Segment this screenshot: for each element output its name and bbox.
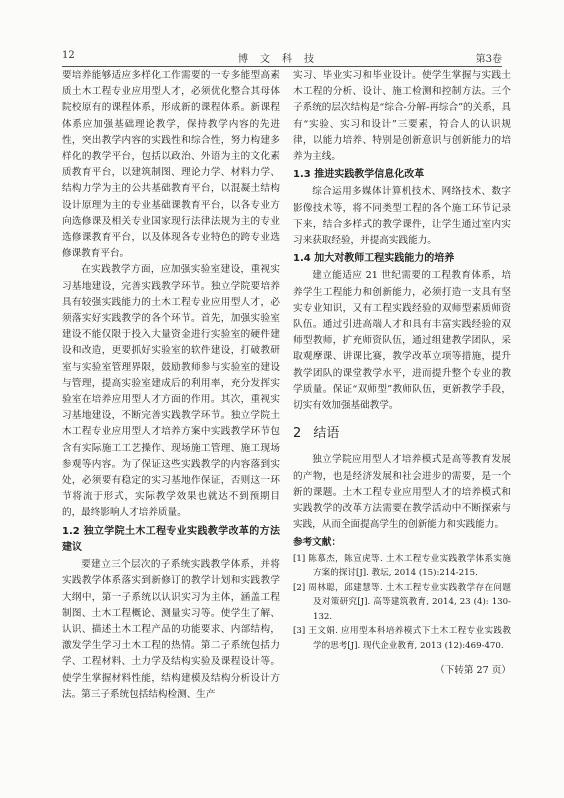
reference-item: [1] 陈慕杰，陈宣虎等. 土木工程专业实践教学体系实施方案的探讨[J]. 教坛, 2014 (15):214-215.: [293, 553, 511, 579]
references-heading: 参考文献：: [293, 537, 341, 549]
paragraph: 要建立三个层次的子系统实践教学体系，并将实践教学体系落实到新修订的教学计划和实践教学大纲中，第一子系统以认识实习为主体，涵盖工程制图、土木工程概论、测量实习等。使学生了解、认识、描述土木工程产品的功能要求、内部结构，激发学生学习土木工程的热情。第二子系统包括力学、工程材料、土力学及结构实验及课程设计等。使学生掌握材料性能，结构建模及结构分析设计方法。第三子系统包括结构检测、生产: [62, 559, 280, 700]
subsection-number: 1.3: [293, 169, 311, 181]
header-rule: [62, 66, 502, 67]
volume-label: 第3卷: [475, 54, 502, 65]
subsection-heading: [293, 167, 511, 183]
left-column: [62, 68, 280, 703]
journal-name: 博文科技: [238, 54, 326, 65]
reference-item: [3] 王文娟. 应用型本科培养模式下土木工程专业实践教学的思考[J]. 现代企业教育, 2013 (12):469-470.: [293, 626, 511, 651]
continued-note: （下转第 27 页）: [435, 665, 511, 677]
subsection-number: 1.2: [62, 525, 80, 537]
section-number: 2: [293, 426, 302, 442]
paragraph: 实习、毕业实习和毕业设计。使学生掌握与实践土木工程的分析、设计、施工检测和控制方法。三个子系统的层次结构是“综合-分解-再综合”的关系，具有“实验、实习和设计”三要素，符合人的认识规律，以能力培养、特别是创新意识与创新能力的培养为主线。: [293, 70, 511, 163]
running-header: [62, 50, 502, 66]
subsection-title: 独立学院土木工程专业实践教学改革的方法建议: [62, 525, 281, 553]
page-number: 12: [62, 50, 75, 61]
right-column: [293, 68, 511, 679]
section-heading: [293, 426, 511, 442]
section-title: 结语: [313, 426, 340, 442]
paragraph: 在实践教学方面，应加强实验室建设，重视实习基地建设，完善实践教学环节。独立学院要培养具有较强实践能力的土木工程专业应用型人才，必须落实好实践教学的各个环节。首先，加强实验室建设不能仅限于投入大量资金进行实验室的硬件建设和改造，更要抓好实验室的软件建设，打破教研室与实验室管理界限，鼓励教师参与实验室的建设与管理，提高实验室建成后的利用率，充分发挥实验室在培养应用型人才方面的作用。其次，重视实习基地建设，不断完善实践教学环节。独立学院土木工程专业应用型人才培养方案中实践教学环节包含有实际施工工艺操作、现场施工管理、施工现场参观等内容。为了保证这些实践教学的内容落到实处，必须要有稳定的实习基地作保证，否则这一环节将流于形式，实际教学效果也就达不到预期目的，最终影响人才培养质量。: [62, 264, 280, 519]
paragraph: 独立学院应用型人才培养模式是高等教育发展的产物，也是经济发展和社会进步的需要，是一个新的课题。土木工程专业应用型人才的培养模式和实践教学的改革方法需要在教学活动中不断探索与实践，从而全面提高学生的创新能力和实践能力。: [293, 454, 511, 531]
paragraph: 要培养能够适应多样化工作需要的一专多能型高素质土木工程专业应用型人才，必须优化整合其母体院校原有的课程体系，形成新的课程体系。新课程体系应加强基础理论教学，保持教学内容的先进性，突出教学内容的实践性和综合性，努力构建多样化的教学平台，包括以政治、外语为主的文化素质教育平台，以建筑制图、理论力学、材料力学、结构力学为主的公共基础教育平台，以混凝土结构设计原理为主的专业基础课教育平台，以各专业方向选修课及相关专业国家现行法律法规为主的专业选修课教育平台，以及体现各专业特色的跨专业选修课教育平台。: [62, 70, 280, 260]
subsection-heading: [293, 251, 511, 267]
paragraph: 综合运用多媒体计算机技术、网络技术、数字影像技术等，将不同类型工程的各个施工环节记录下来，结合多样式的教学课件，让学生通过室内实习来获取经验，并提高实践能力。: [293, 186, 511, 247]
paragraph: 建立能适应 21 世纪需要的工程教育体系，培养学生工程能力和创新能力，必须打造一支具有坚实专业知识，又有工程实践经验的双师型素质师资队伍。通过引进高端人才和具有丰富实践经验的双师型教师，扩充师资队伍，通过组建教学团队，采取观摩课、讲课比赛，教学改革立项等措施，提升教学团队的课堂教学水平，进而提升整个专业的教学质量。保证“双师型”教师队伍，更新教学手段，切实有效加强基础教学。: [293, 270, 511, 412]
subsection-title: 推进实践教学信息化改革: [314, 169, 425, 181]
subsection-heading: [62, 524, 280, 556]
reference-item: [2] 周林聪，邱建慧等. 土木工程专业实践教学存在问题及对策研究[J]. 高等建筑教育, 2014, 23 (4): 130-132.: [293, 582, 511, 622]
subsection-number: 1.4: [293, 253, 311, 265]
subsection-title: 加大对教师工程实践能力的培养: [314, 253, 455, 265]
